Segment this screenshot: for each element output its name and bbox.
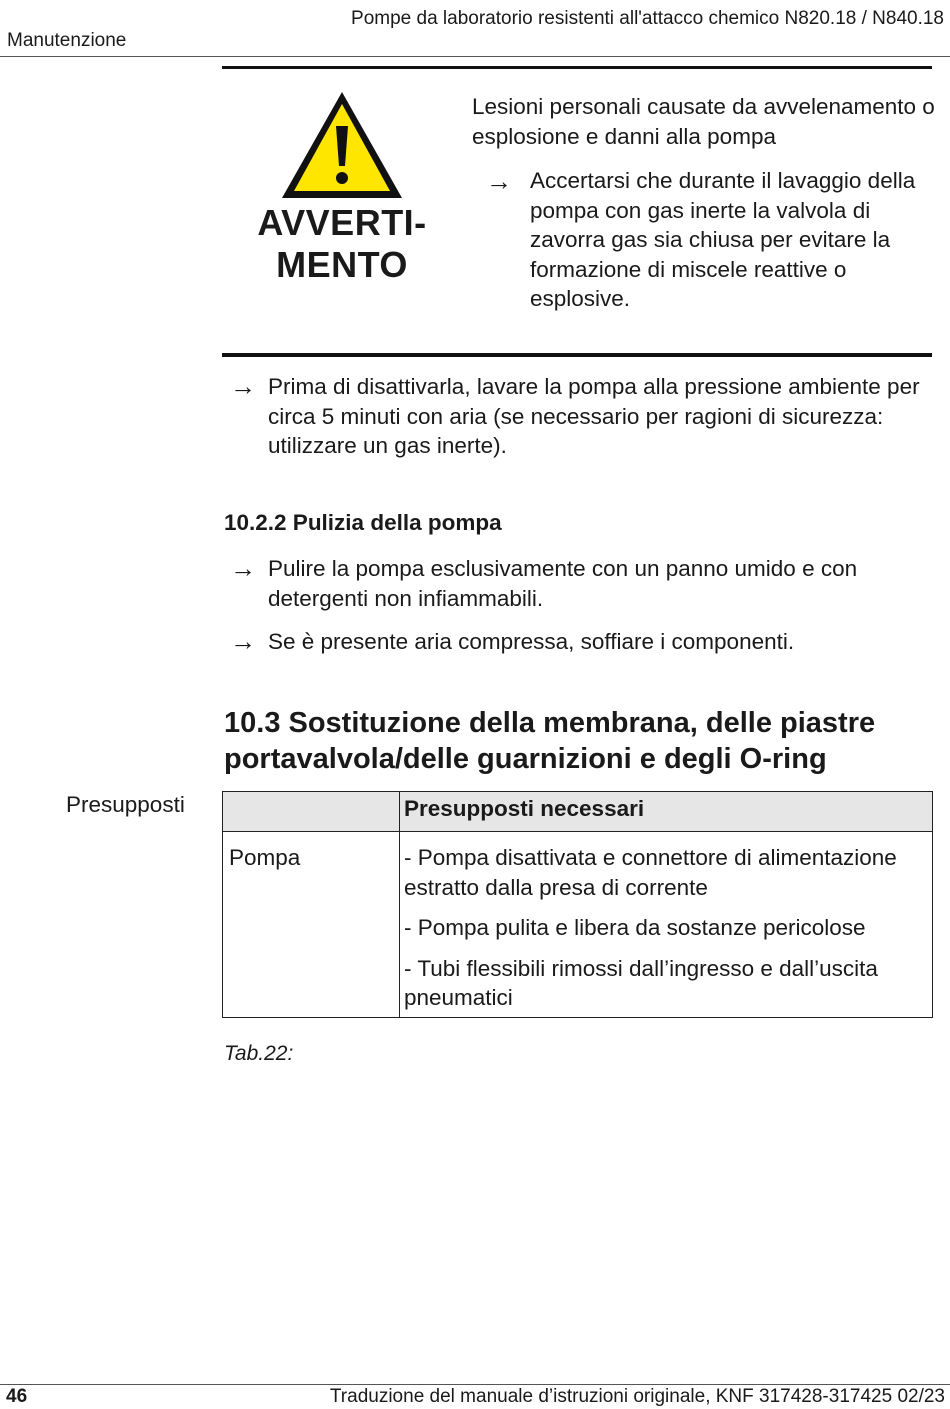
header-document-title: Pompe da laboratorio resistenti all'attacco chemico N820.18 / N840.18	[351, 8, 944, 29]
warning-instruction-text: Accertarsi che durante il lavaggio della pompa con gas inerte la valvola di zavorra gas sia chiusa per evitare la formazione di miscele reattive o esplosive.	[530, 168, 916, 311]
subsection-heading: 10.2.2 Pulizia della pompa	[224, 510, 502, 535]
step-clean-text: Pulire la pompa esclusivamente con un panno umido e con detergenti non infiammabili.	[268, 556, 858, 611]
warning-triangle-icon	[278, 88, 406, 203]
requirement-item: - Pompa disattivata e connettore di alimentazione estratto dalla presa di corrente	[404, 845, 897, 900]
step-flush-text: Prima di disattivarla, lavare la pompa alla pressione ambiente per circa 5 minuti con aria (se necessario per ragioni di sicurezza: utilizzare un gas inerte).	[268, 374, 920, 458]
warning-bottom-rule	[222, 353, 932, 357]
page-number: 46	[6, 1386, 28, 1407]
warning-signal-word-line1: AVVERTI-	[257, 202, 427, 243]
arrow-right-icon: →	[230, 553, 256, 583]
footer-divider	[0, 1384, 950, 1385]
table-requirements-cell	[400, 832, 933, 1018]
section-heading: 10.3 Sostituzione della membrana, delle piastre portavalvola/delle guarnizioni e degli O-ring	[224, 707, 876, 775]
table-header-row	[223, 792, 933, 832]
arrow-right-icon: →	[230, 371, 256, 401]
table-caption: Tab.22:	[224, 1042, 294, 1065]
requirement-item: - Tubi flessibili rimossi dall’ingresso e dall’uscita pneumatici	[404, 955, 878, 1010]
margin-label-prerequisites: Presupposti	[66, 792, 185, 817]
requirements-table	[222, 791, 933, 1018]
warning-signal-word-line2: MENTO	[276, 244, 408, 285]
arrow-right-icon: →	[486, 166, 512, 196]
header-section-title: Manutenzione	[7, 30, 127, 51]
table-header-cell-right: Presupposti necessari	[400, 792, 933, 832]
warning-signal-word	[230, 202, 454, 286]
warning-top-rule	[222, 66, 932, 69]
arrow-right-icon: →	[230, 626, 256, 656]
footer-text: Traduzione del manuale d’istruzioni originale, KNF 317428-317425 02/23	[329, 1386, 945, 1407]
table-header-cell-left	[223, 792, 400, 832]
warning-hazard-text: Lesioni personali causate da avvelenamento o esplosione e danni alla pompa	[472, 94, 935, 149]
requirement-item: - Pompa pulita e libera da sostanze pericolose	[404, 915, 866, 940]
table-row	[223, 832, 933, 1018]
table-row-label: Pompa	[223, 832, 400, 1018]
step-blow-text: Se è presente aria compressa, soffiare i componenti.	[268, 629, 795, 654]
header-divider	[0, 56, 950, 57]
